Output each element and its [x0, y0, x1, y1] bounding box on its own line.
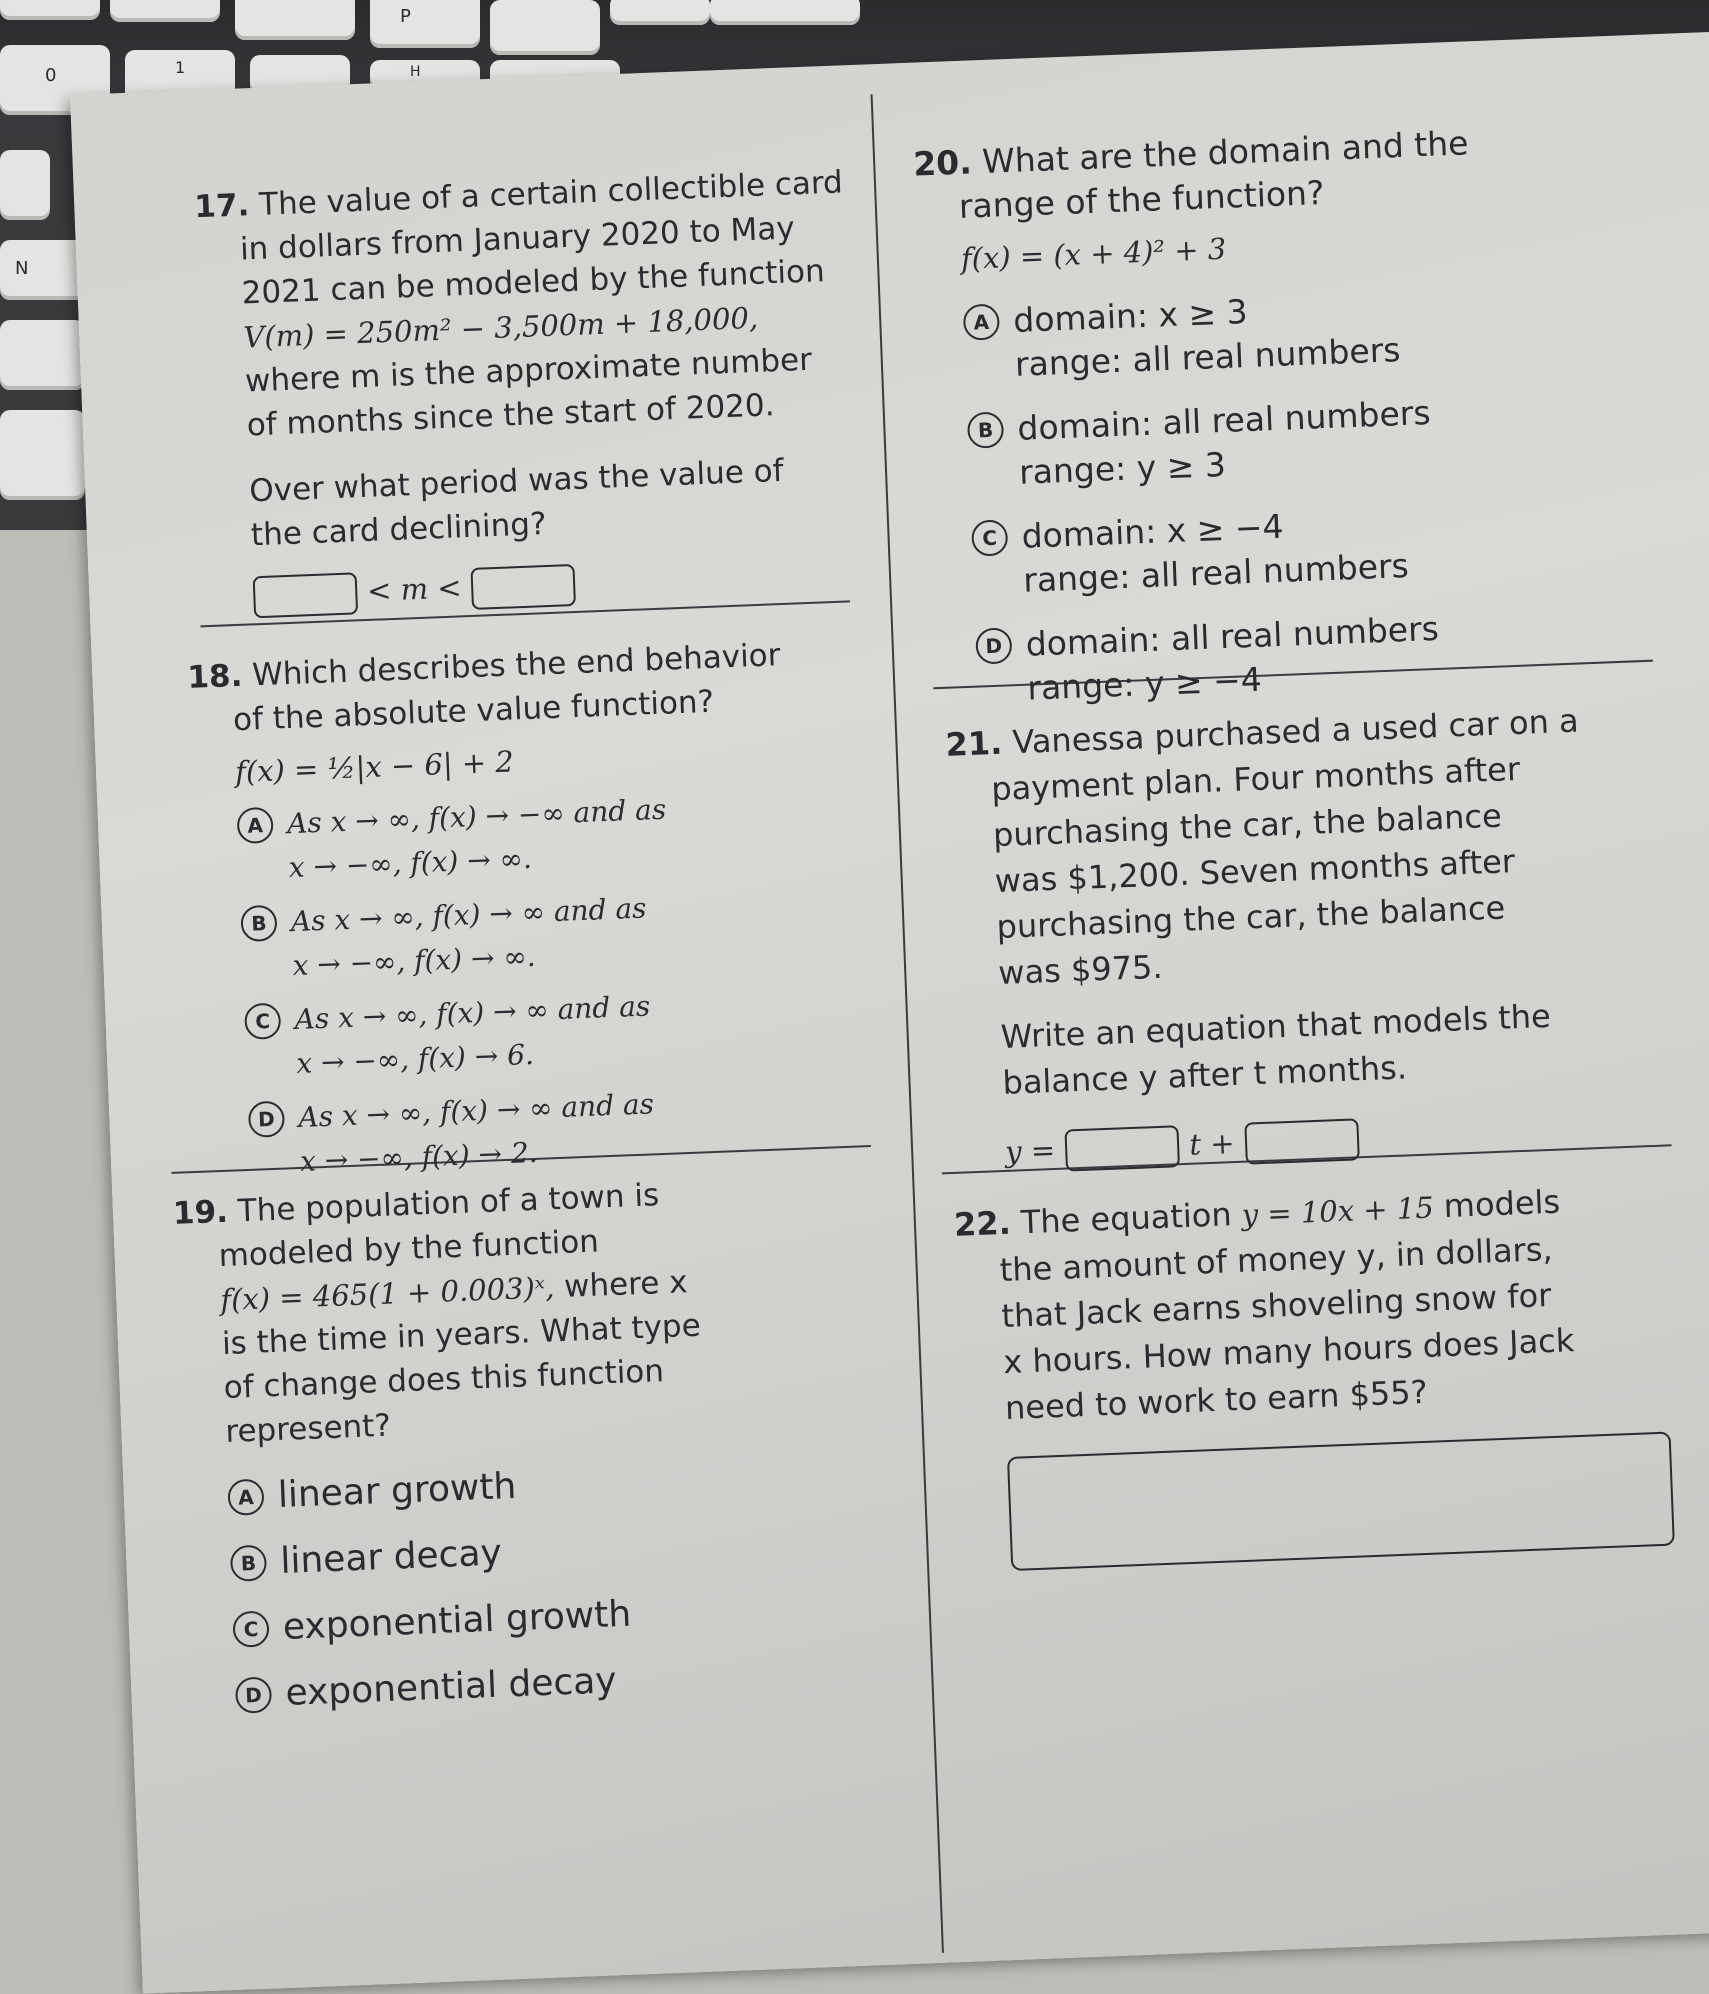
question-number: 21.: [944, 723, 1003, 764]
option-b[interactable]: [240, 878, 879, 990]
equation-text: t +: [1188, 1126, 1236, 1162]
question-17: [194, 160, 860, 619]
key-label: N: [15, 258, 29, 279]
option-text: As x → ∞, f(x) → ∞ and as: [290, 891, 648, 939]
option-bubble[interactable]: A: [963, 304, 1000, 341]
question-text: models: [1443, 1182, 1561, 1226]
question-text: represent?: [224, 1407, 392, 1451]
question-text: purchasing the car, the balance: [995, 888, 1506, 947]
option-range: range: y ≥ 3: [1018, 444, 1227, 492]
question-number: 22.: [953, 1203, 1012, 1244]
question-text: is the time in years. What type: [221, 1307, 702, 1363]
keyboard-key: [370, 0, 480, 48]
question-text: in dollars from January 2020 to May: [239, 210, 796, 268]
option-bubble[interactable]: B: [240, 905, 277, 942]
question-text: Vanessa purchased a used car on a: [1011, 701, 1580, 762]
keyboard-key: [0, 320, 85, 390]
answer-box-hours[interactable]: [1007, 1432, 1675, 1571]
question-20: [912, 115, 1653, 714]
keyboard-key: [710, 0, 860, 25]
question-text: was $975.: [997, 947, 1164, 992]
question-text: The value of a certain collectible card: [258, 164, 844, 223]
question-text: was $1,200. Seven months after: [994, 842, 1516, 901]
keyboard-key: [0, 0, 100, 20]
answer-box-slope[interactable]: [1065, 1125, 1181, 1171]
equation-text: y =: [1004, 1132, 1056, 1169]
keyboard-key: [110, 0, 220, 22]
question-prompt: the card declining?: [250, 506, 548, 554]
question-text: of months since the start of 2020.: [246, 387, 776, 444]
answer-box-intercept[interactable]: [1244, 1118, 1360, 1164]
option-bubble[interactable]: D: [248, 1101, 285, 1138]
key-label: 1: [175, 58, 186, 77]
option-text: x → −∞, f(x) → ∞.: [291, 939, 537, 983]
keyboard-key: [235, 0, 355, 40]
option-d[interactable]: [235, 1648, 912, 1718]
keyboard-key: [610, 0, 710, 25]
option-bubble[interactable]: B: [230, 1545, 267, 1582]
question-19: [172, 1164, 912, 1719]
option-c[interactable]: [971, 491, 1650, 605]
question-22: [953, 1174, 1707, 1573]
question-text: The equation: [1020, 1195, 1233, 1242]
option-b[interactable]: [967, 383, 1646, 497]
option-bubble[interactable]: B: [967, 411, 1004, 448]
option-bubble[interactable]: C: [244, 1003, 281, 1040]
option-range: range: all real numbers: [1022, 545, 1410, 600]
option-domain: domain: x ≥ −4: [1020, 506, 1285, 556]
option-range: range: all real numbers: [1014, 330, 1402, 384]
option-bubble[interactable]: D: [235, 1676, 272, 1713]
option-text: x → −∞, f(x) → ∞.: [288, 841, 533, 885]
option-bubble[interactable]: C: [971, 519, 1008, 556]
option-bubble[interactable]: A: [236, 807, 273, 844]
answer-box-upper[interactable]: [471, 563, 577, 609]
function-expression: f(x) = ½|x − 6| + 2: [234, 744, 515, 790]
question-prompt: balance y after t months.: [1001, 1048, 1408, 1102]
question-number: 18.: [186, 657, 244, 696]
answer-box-lower[interactable]: [253, 572, 359, 618]
option-c[interactable]: [244, 976, 883, 1088]
option-c[interactable]: [232, 1582, 909, 1652]
worksheet-page: [70, 31, 1709, 1993]
question-text: need to work to earn $55?: [1004, 1372, 1429, 1428]
keyboard-key: [0, 150, 50, 220]
option-bubble[interactable]: C: [232, 1611, 269, 1648]
option-b[interactable]: [230, 1516, 907, 1586]
option-text: x → −∞, f(x) → 2.: [299, 1135, 539, 1178]
option-text: linear growth: [277, 1465, 518, 1517]
option-domain: domain: x ≥ 3: [1012, 291, 1249, 340]
option-text: As x → ∞, f(x) → −∞ and as: [286, 792, 667, 841]
option-domain: domain: all real numbers: [1025, 608, 1440, 664]
question-text: x hours. How many hours does Jack: [1002, 1321, 1575, 1382]
question-21: [945, 694, 1682, 1176]
question-text: of the absolute value function?: [232, 683, 715, 739]
question-text: Which describes the end behavior: [251, 637, 782, 694]
question-text: range of the function?: [958, 172, 1326, 226]
function-expression: V(m) = 250m² − 3,500m + 18,000,: [242, 300, 759, 355]
question-text: modeled by the function: [217, 1223, 600, 1275]
key-label: H: [410, 64, 421, 80]
question-number: 20.: [912, 142, 973, 184]
keyboard-key: [490, 0, 600, 55]
question-prompt: Write an equation that models the: [1000, 996, 1552, 1056]
question-text: of change does this function: [223, 1353, 665, 1407]
keyboard-key: [0, 410, 85, 500]
question-text: the amount of money y, in dollars,: [999, 1229, 1554, 1290]
key-label: 0: [45, 65, 57, 86]
equation-text: y = 10x + 15: [1241, 1190, 1435, 1232]
option-text: exponential decay: [284, 1660, 618, 1714]
option-a[interactable]: [236, 780, 875, 892]
question-text: purchasing the car, the balance: [992, 796, 1503, 855]
option-bubble[interactable]: A: [227, 1479, 264, 1516]
question-prompt: Over what period was the value of: [248, 452, 785, 510]
option-text: As x → ∞, f(x) → ∞ and as: [297, 1087, 655, 1134]
question-text: What are the domain and the: [981, 123, 1470, 182]
question-number: 17.: [193, 187, 250, 226]
inequality-text: < m <: [366, 570, 463, 608]
option-text: x → −∞, f(x) → 6.: [295, 1037, 535, 1081]
option-text: exponential growth: [282, 1593, 632, 1648]
keyboard-key: [0, 240, 85, 300]
option-bubble[interactable]: D: [975, 627, 1012, 664]
question-text: payment plan. Four months after: [990, 749, 1521, 809]
option-text: linear decay: [279, 1532, 503, 1582]
question-text: The population of a town is: [237, 1177, 660, 1230]
option-domain: domain: all real numbers: [1016, 393, 1432, 448]
question-number: 19.: [172, 1193, 229, 1232]
question-text: where x: [563, 1264, 689, 1305]
function-expression: f(x) = 465(1 + 0.003)ˣ,: [219, 1270, 555, 1318]
option-a[interactable]: [963, 275, 1642, 389]
function-expression: f(x) = (x + 4)² + 3: [960, 231, 1227, 276]
question-text: that Jack earns shoveling snow for: [1000, 1276, 1552, 1336]
option-text: As x → ∞, f(x) → ∞ and as: [294, 989, 651, 1037]
question-18: [187, 630, 887, 1188]
question-text: where m is the approximate number: [244, 341, 813, 400]
option-a[interactable]: [227, 1450, 904, 1520]
key-label: P: [400, 6, 411, 27]
option-range: range: y ≥ −4: [1026, 659, 1263, 708]
question-text: 2021 can be modeled by the function: [241, 253, 826, 312]
option-d[interactable]: [975, 599, 1654, 713]
